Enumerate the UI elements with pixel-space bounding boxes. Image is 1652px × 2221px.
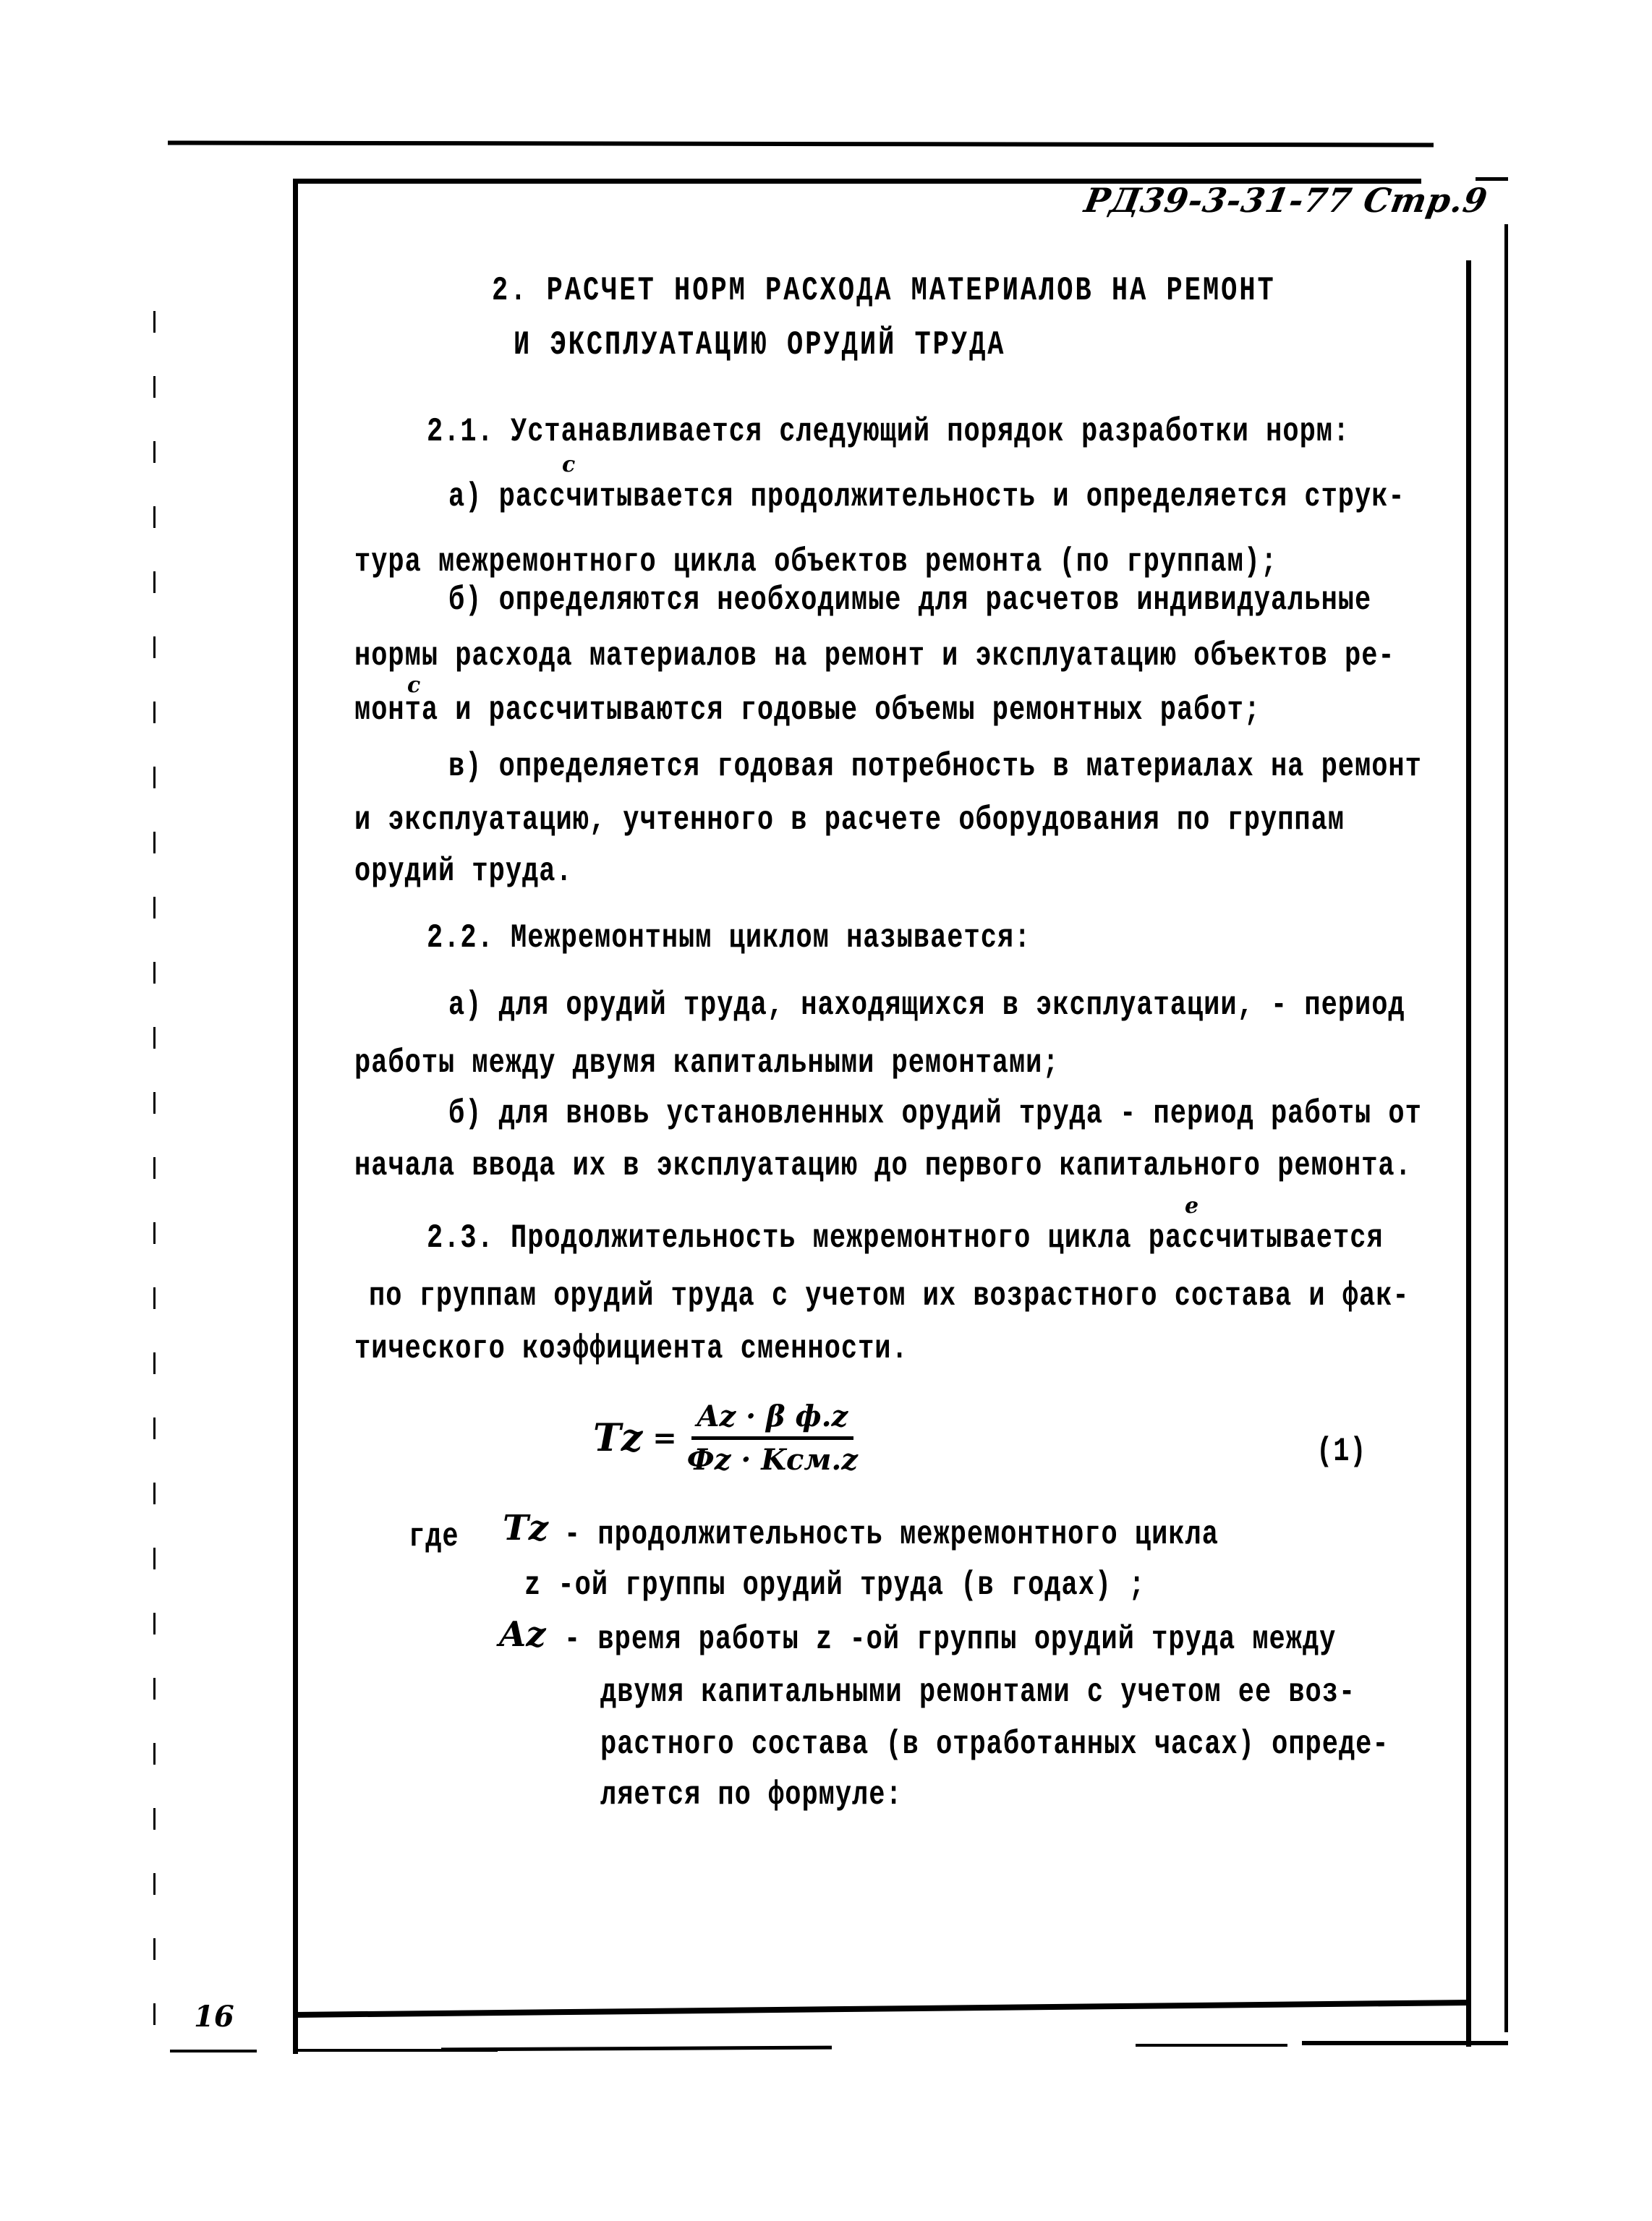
section-title-line-2: И ЭКСПЛУАТАЦИЮ ОРУДИЙ ТРУДА bbox=[514, 326, 1006, 365]
bottom-outer-rule-a bbox=[170, 2050, 257, 2052]
bottom-right-corner-line bbox=[1302, 2041, 1508, 2045]
paragraph-2-1: 2.1. Устанавливается следующий порядок разработки норм: bbox=[427, 413, 1350, 451]
definition-az-line-1: - время работы z -ой группы орудий труда между bbox=[564, 1621, 1337, 1659]
formula-equals: = bbox=[652, 1421, 677, 1455]
definition-symbol-az: Az bbox=[499, 1614, 546, 1655]
outer-right-line bbox=[1504, 224, 1508, 2032]
definition-tz-line-2: z -ой группы орудий труда (в годах) ; bbox=[524, 1566, 1146, 1605]
paragraph-2-2-b-line-2: начала ввода их в эксплуатацию до первого капитального ремонта. bbox=[354, 1147, 1412, 1185]
handwritten-correction-1: с bbox=[562, 452, 576, 477]
formula-fraction bbox=[687, 1399, 858, 1477]
handwritten-correction-2: с bbox=[407, 673, 421, 698]
document-code-stamp: РД39-3-31-77 Стр.9 bbox=[1081, 181, 1491, 220]
page-number: 16 bbox=[194, 2000, 234, 2034]
frame-left bbox=[293, 181, 298, 2054]
paragraph-2-3-line-1: 2.3. Продолжительность межремонтного цикла рассчитывается bbox=[427, 1219, 1384, 1258]
top-outer-rule bbox=[168, 140, 1434, 147]
left-margin-dashes bbox=[153, 311, 156, 2032]
definition-az-line-2: двумя капитальными ремонтами с учетом ее воз- bbox=[600, 1674, 1356, 1712]
paragraph-2-2-a-line-2: работы между двумя капитальными ремонтами; bbox=[354, 1044, 1060, 1083]
handwritten-correction-3: е bbox=[1185, 1193, 1199, 1219]
bottom-outer-rule-main bbox=[441, 2046, 832, 2052]
paragraph-2-1-a-line-1: а) рассчитывается продолжительность и определяется струк- bbox=[448, 478, 1405, 516]
paragraph-2-1-b-line-2: нормы расхода материалов на ремонт и эксплуатацию объектов ре- bbox=[354, 637, 1395, 675]
frame-right bbox=[1466, 260, 1471, 2047]
paragraph-2-1-a-line-2: тура межремонтного цикла объектов ремонта (по группам); bbox=[354, 543, 1278, 581]
section-title-line-1: 2. РАСЧЕТ НОРМ РАСХОДА МАТЕРИАЛОВ НА РЕМОНТ bbox=[492, 272, 1276, 310]
paragraph-2-3-line-3: тического коэффициента сменности. bbox=[354, 1330, 908, 1368]
definition-tz-line-1: - продолжительность межремонтного цикла bbox=[564, 1516, 1219, 1554]
paragraph-2-1-b-line-1: б) определяются необходимые для расчетов индивидуальные bbox=[448, 581, 1372, 620]
paragraph-2-1-v-line-1: в) определяется годовая потребность в материалах на ремонт bbox=[448, 748, 1422, 786]
formula-number: (1) bbox=[1316, 1433, 1367, 1471]
paragraph-2-2-a-line-1: а) для орудий труда, находящихся в эксплуатации, - период bbox=[448, 986, 1405, 1025]
paragraph-2-3-line-2: по группам орудий труда с учетом их возрастного состава и фак- bbox=[369, 1277, 1410, 1316]
formula-denominator: Фz · Kсм.z bbox=[686, 1443, 858, 1477]
definition-symbol-tz: Tz bbox=[503, 1508, 548, 1548]
formula-lhs: Tz bbox=[593, 1416, 643, 1460]
bottom-outer-rule-right bbox=[1136, 2044, 1287, 2047]
paragraph-2-1-v-line-3: орудий труда. bbox=[354, 853, 573, 891]
paragraph-2-2: 2.2. Межремонтным циклом называется: bbox=[427, 919, 1031, 958]
frame-bottom bbox=[294, 2000, 1470, 2018]
paragraph-2-1-b-line-3: монта и рассчитываются годовые объемы ремонтных работ; bbox=[354, 691, 1261, 730]
definition-az-line-4: ляется по формуле: bbox=[600, 1776, 903, 1815]
definition-az-line-3: растного состава (в отработанных часах) опреде- bbox=[600, 1726, 1389, 1764]
paragraph-2-1-v-line-2: и эксплуатацию, учтенного в расчете оборудования по группам bbox=[354, 801, 1345, 840]
paragraph-2-2-b-line-1: б) для вновь установленных орудий труда - период работы от bbox=[448, 1095, 1422, 1133]
formula-numerator: Az · β ф.z bbox=[691, 1399, 854, 1440]
formula-1 bbox=[593, 1399, 858, 1477]
where-label: где bbox=[409, 1518, 459, 1556]
